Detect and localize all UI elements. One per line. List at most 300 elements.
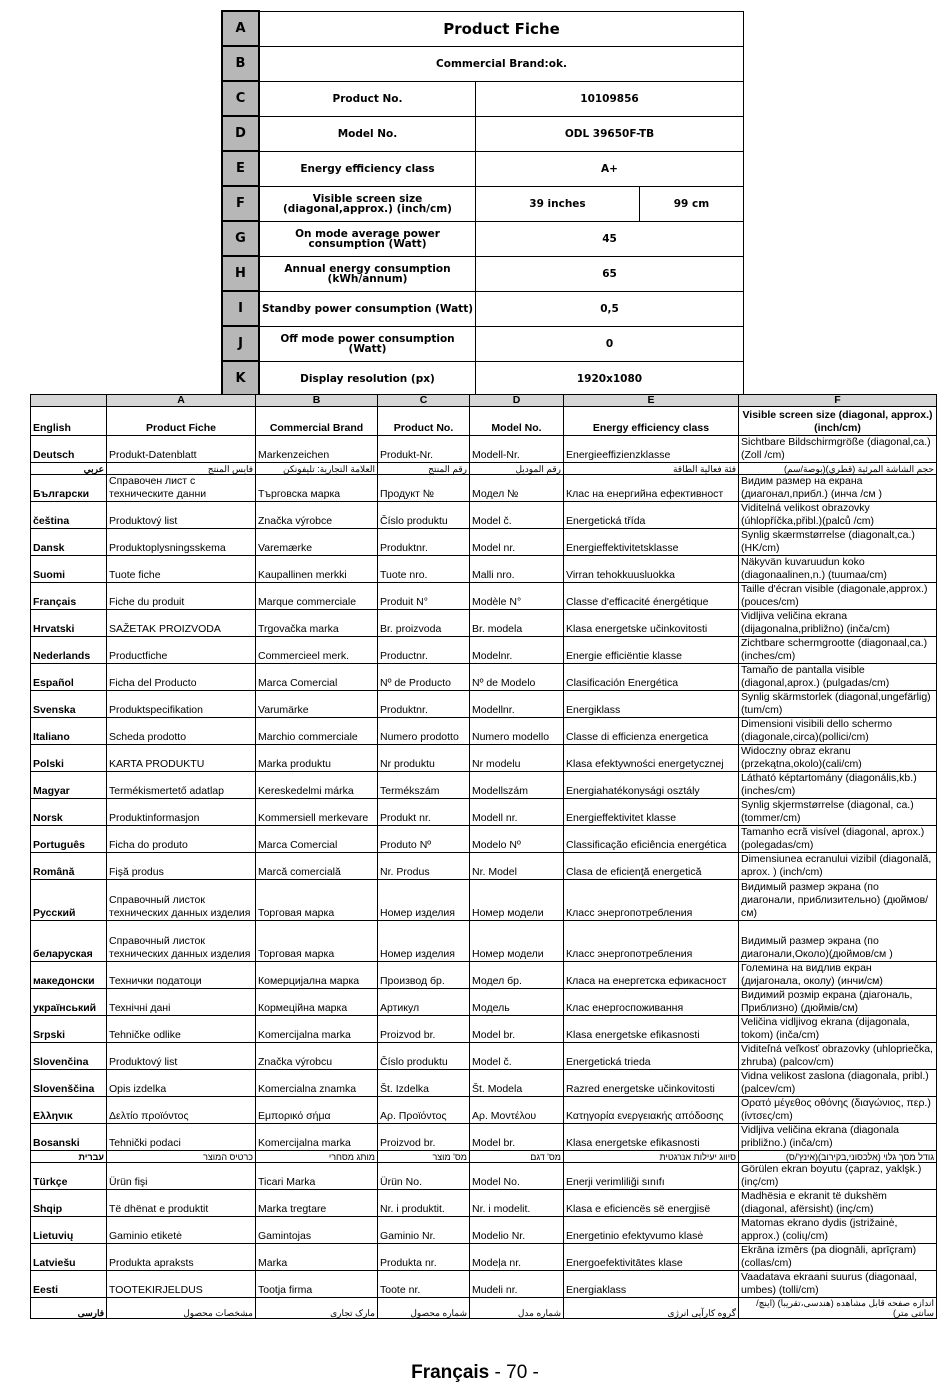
fiche-row bbox=[222, 151, 744, 186]
translation-cell: Ticari Marka bbox=[256, 1163, 378, 1190]
translation-cell: Energetická trieda bbox=[564, 1043, 739, 1070]
fiche-row bbox=[222, 11, 744, 46]
translation-cell: Model No. bbox=[470, 1163, 564, 1190]
translation-cell: Vidna velikost zaslona (diagonala, pribl.) (palcev/cm) bbox=[739, 1070, 937, 1097]
row-letter: A bbox=[222, 11, 259, 46]
translation-cell: Gamintojas bbox=[256, 1217, 378, 1244]
translation-cell: Görülen ekran boyutu (çapraz, yaklşk.) (inç/cm) bbox=[739, 1163, 937, 1190]
translation-cell: Видим размер на екрана (диагонал,прибл.) (инча /см ) bbox=[739, 475, 937, 502]
translation-cell: Справочный листок технических данных изделия bbox=[107, 921, 256, 962]
translation-cell: Продукт № bbox=[378, 475, 470, 502]
translation-cell: Klasa efektywności energetycznej bbox=[564, 745, 739, 772]
row-letter: B bbox=[222, 46, 259, 81]
translation-cell: Produktoplysningsskema bbox=[107, 529, 256, 556]
translation-cell: اندازه صفحه قابل مشاهده (هندسی،تقریبا) (اینچ/ سانتی متر) bbox=[739, 1298, 937, 1319]
translation-cell: Marchio commerciale bbox=[256, 718, 378, 745]
translation-cell: Технічні дані bbox=[107, 989, 256, 1016]
translation-cell: Εμπορικό σήμα bbox=[256, 1097, 378, 1124]
translation-cell: Клас на енергийна ефективност bbox=[564, 475, 739, 502]
fiche-row bbox=[222, 186, 744, 221]
translation-cell: Αρ. Μοντέλου bbox=[470, 1097, 564, 1124]
translation-cell: Productfiche bbox=[107, 637, 256, 664]
translation-cell: Marka tregtare bbox=[256, 1190, 378, 1217]
language-name: Lietuvių bbox=[31, 1217, 107, 1244]
column-letters-row bbox=[31, 395, 937, 407]
translation-cell: Класс энергопотребления bbox=[564, 880, 739, 921]
language-name: فارسی bbox=[31, 1298, 107, 1319]
language-name: Türkçe bbox=[31, 1163, 107, 1190]
fiche-title: Product Fiche bbox=[259, 11, 744, 46]
translation-cell: Model br. bbox=[470, 1016, 564, 1043]
language-row bbox=[31, 1070, 937, 1097]
row-letter: C bbox=[222, 81, 259, 116]
translation-cell: Klasa e eficiencës së energjisë bbox=[564, 1190, 739, 1217]
translation-cell: Madhësia e ekranit të dukshëm (diagonal, afërsisht) (inç/cm) bbox=[739, 1190, 937, 1217]
translation-cell: شماره محصول bbox=[378, 1298, 470, 1319]
translation-cell: Produkt-Nr. bbox=[378, 436, 470, 463]
translation-cell: Br. proizvoda bbox=[378, 610, 470, 637]
language-name: Svenska bbox=[31, 691, 107, 718]
translation-cell: Modelio Nr. bbox=[470, 1217, 564, 1244]
translation-cell: Модел № bbox=[470, 475, 564, 502]
translation-cell: Nº de Producto bbox=[378, 664, 470, 691]
translation-cell: Vidljiva veličina ekrana (diagonala približno.) (inča/cm) bbox=[739, 1124, 937, 1151]
translation-cell: Numero modello bbox=[470, 718, 564, 745]
language-row bbox=[31, 826, 937, 853]
language-row bbox=[31, 1124, 937, 1151]
language-name: Norsk bbox=[31, 799, 107, 826]
translation-cell: Modell nr. bbox=[470, 799, 564, 826]
fiche-value: ODL 39650F-TB bbox=[476, 116, 744, 151]
translation-cell: Modèle N° bbox=[470, 583, 564, 610]
language-name: Shqip bbox=[31, 1190, 107, 1217]
translation-cell: Energetinio efektyvumo klasė bbox=[564, 1217, 739, 1244]
translation-cell: فئة فعالية الطاقة bbox=[564, 463, 739, 475]
translation-cell: Големина на видлив екран (дијагонала, околу) (инчи/см) bbox=[739, 962, 937, 989]
translation-cell: Razred energetske učinkovitosti bbox=[564, 1070, 739, 1097]
translation-cell: Mudeli nr. bbox=[470, 1271, 564, 1298]
translation-cell: Ekrāna izmērs (pa diognāli, aprīçram) (collas/cm) bbox=[739, 1244, 937, 1271]
language-name: Eesti bbox=[31, 1271, 107, 1298]
translation-cell: Vaadatava ekraani suurus (diagonaal, umbes) (tolli/cm) bbox=[739, 1271, 937, 1298]
translation-cell: Modellszám bbox=[470, 772, 564, 799]
translation-cell: Класа на енергетска ефикасност bbox=[564, 962, 739, 989]
translation-cell: KARTA PRODUKTU bbox=[107, 745, 256, 772]
translation-cell: Marka bbox=[256, 1244, 378, 1271]
language-name: Русский bbox=[31, 880, 107, 921]
language-name: Srpski bbox=[31, 1016, 107, 1043]
row-letter: J bbox=[222, 326, 259, 361]
language-row bbox=[31, 610, 937, 637]
language-name: čeština bbox=[31, 502, 107, 529]
translation-cell: Viditelná velikost obrazovky (úhlopříčka,přibl.)(palců /cm) bbox=[739, 502, 937, 529]
row-letter: F bbox=[222, 186, 259, 221]
language-name: Français bbox=[31, 583, 107, 610]
translation-cell: Nr. Model bbox=[470, 853, 564, 880]
footer-title: Français bbox=[411, 1362, 490, 1383]
fiche-value: 0 bbox=[476, 326, 744, 361]
fiche-label: Visible screen size (diagonal,approx.) (inch/cm) bbox=[259, 186, 476, 221]
translation-cell: Classificação eficiência energética bbox=[564, 826, 739, 853]
fiche-label: On mode average power consumption (Watt) bbox=[259, 221, 476, 256]
translation-cell: Varumärke bbox=[256, 691, 378, 718]
header-row bbox=[31, 407, 937, 436]
translation-cell: Tuote fiche bbox=[107, 556, 256, 583]
translation-cell: Enerji verimliliği sınıfı bbox=[564, 1163, 739, 1190]
translation-cell: Nº de Modelo bbox=[470, 664, 564, 691]
translation-cell: Produktnr. bbox=[378, 529, 470, 556]
translation-cell: Ürün No. bbox=[378, 1163, 470, 1190]
fiche-label: Product No. bbox=[259, 81, 476, 116]
translation-cell: Produktový list bbox=[107, 502, 256, 529]
translation-cell: Synlig skjermstørrelse (diagonal, ca.) (tommer/cm) bbox=[739, 799, 937, 826]
translation-cell: Marcă comercială bbox=[256, 853, 378, 880]
commercial-brand: Commercial Brand:ok. bbox=[259, 46, 744, 81]
translation-cell: Модель bbox=[470, 989, 564, 1016]
translation-cell: Fişă produs bbox=[107, 853, 256, 880]
translation-cell: Energie efficiëntie klasse bbox=[564, 637, 739, 664]
translation-cell: Modellnr. bbox=[470, 691, 564, 718]
fiche-value: 1920x1080 bbox=[476, 361, 744, 396]
translation-cell: Matomas ekrano dydis (įstrižainė, approx.) (colių/cm) bbox=[739, 1217, 937, 1244]
row-letter: I bbox=[222, 291, 259, 326]
translation-cell: Br. modela bbox=[470, 610, 564, 637]
column-letter: D bbox=[470, 395, 564, 407]
translation-cell: Komercijalna marka bbox=[256, 1016, 378, 1043]
fiche-row bbox=[222, 46, 744, 81]
translation-cell: Virran tehokkuusluokka bbox=[564, 556, 739, 583]
fiche-label: Off mode power consumption (Watt) bbox=[259, 326, 476, 361]
translation-cell: حجم الشاشة المرئية (قطري)(بوصة/سم) bbox=[739, 463, 937, 475]
translation-cell: Commercieel merk. bbox=[256, 637, 378, 664]
translation-cell: Nr modelu bbox=[470, 745, 564, 772]
language-name: Slovenčina bbox=[31, 1043, 107, 1070]
column-letter: C bbox=[378, 395, 470, 407]
translation-cell: Комерцијална марка bbox=[256, 962, 378, 989]
fiche-value: 0,5 bbox=[476, 291, 744, 326]
language-name: український bbox=[31, 989, 107, 1016]
translation-cell: גודל מסך גלוי (אלכסוני,בקירוב)(אינץ'/ס) bbox=[739, 1151, 937, 1163]
translation-cell: Model br. bbox=[470, 1124, 564, 1151]
translation-cell: Taille d'écran visible (diagonale,approx.) (pouces/cm) bbox=[739, 583, 937, 610]
translation-cell: Energiaklass bbox=[564, 1271, 739, 1298]
language-row bbox=[31, 1271, 937, 1298]
translation-cell: Toote nr. bbox=[378, 1271, 470, 1298]
translation-cell: Αρ. Προϊόντος bbox=[378, 1097, 470, 1124]
translation-cell: Produktspecifikation bbox=[107, 691, 256, 718]
translation-cell: Widoczny obraz ekranu (przekątna,okolo)(cali/cm) bbox=[739, 745, 937, 772]
translation-cell: Vidljiva veličina ekrana (dijagonalna,približno) (inča/cm) bbox=[739, 610, 937, 637]
translation-cell: Opis izdelka bbox=[107, 1070, 256, 1097]
translation-cell: Δελτίο προϊόντος bbox=[107, 1097, 256, 1124]
language-name: Română bbox=[31, 853, 107, 880]
translation-cell: Modeļa nr. bbox=[470, 1244, 564, 1271]
translation-cell: Produkta nr. bbox=[378, 1244, 470, 1271]
translation-cell: מס' מוצר bbox=[378, 1151, 470, 1163]
language-row bbox=[31, 475, 937, 502]
translation-cell: Marka produktu bbox=[256, 745, 378, 772]
language-name: Suomi bbox=[31, 556, 107, 583]
fiche-row bbox=[222, 256, 744, 291]
language-name: Italiano bbox=[31, 718, 107, 745]
language-name: Bosanski bbox=[31, 1124, 107, 1151]
language-row bbox=[31, 989, 937, 1016]
translation-cell: Značka výrobcu bbox=[256, 1043, 378, 1070]
translation-cell: Termékszám bbox=[378, 772, 470, 799]
fiche-row bbox=[222, 361, 744, 396]
translation-cell: סיווג יעילות אנרגטית bbox=[564, 1151, 739, 1163]
translation-cell: SAŽETAK PROIZVODA bbox=[107, 610, 256, 637]
translation-cell: Št. Izdelka bbox=[378, 1070, 470, 1097]
translation-cell: מס' דגם bbox=[470, 1151, 564, 1163]
language-row bbox=[31, 772, 937, 799]
language-name: Slovenščina bbox=[31, 1070, 107, 1097]
translation-cell: Ficha del Producto bbox=[107, 664, 256, 691]
fiche-value: 10109856 bbox=[476, 81, 744, 116]
language-name: Español bbox=[31, 664, 107, 691]
translation-cell: Produto Nº bbox=[378, 826, 470, 853]
translation-cell: Ορατό μέγεθος οθόνης (διαγώνιος, περ.) (ίντσες/cm) bbox=[739, 1097, 937, 1124]
translation-cell: Номер изделия bbox=[378, 880, 470, 921]
translation-cell: Markenzeichen bbox=[256, 436, 378, 463]
language-name: беларуская bbox=[31, 921, 107, 962]
translation-cell: Номер модели bbox=[470, 921, 564, 962]
translation-cell: Торговая марка bbox=[256, 880, 378, 921]
translation-cell: Търговска марка bbox=[256, 475, 378, 502]
product-fiche-table bbox=[221, 10, 744, 397]
translation-cell: Zichtbare schermgrootte (diagonaal,ca.) (inches/cm) bbox=[739, 637, 937, 664]
language-row bbox=[31, 1244, 937, 1271]
translation-cell: Energiklass bbox=[564, 691, 739, 718]
row-letter: E bbox=[222, 151, 259, 186]
translation-cell: Modelo Nº bbox=[470, 826, 564, 853]
translation-cell: Артикул bbox=[378, 989, 470, 1016]
language-row bbox=[31, 502, 937, 529]
translation-cell: Energetická třída bbox=[564, 502, 739, 529]
row-letter: D bbox=[222, 116, 259, 151]
language-name: Български bbox=[31, 475, 107, 502]
translation-cell: Sichtbare Bildschirmgröße (diagonal,ca.) (Zoll /cm) bbox=[739, 436, 937, 463]
translation-cell: Кормеційна марка bbox=[256, 989, 378, 1016]
translation-cell: Numero prodotto bbox=[378, 718, 470, 745]
translation-cell: Nr. Produs bbox=[378, 853, 470, 880]
translation-cell: Dimensiunea ecranului vizibil (diagonală, aprox. ) (inch/cm) bbox=[739, 853, 937, 880]
column-letter: E bbox=[564, 395, 739, 407]
translation-cell: Tootja firma bbox=[256, 1271, 378, 1298]
fiche-row bbox=[222, 116, 744, 151]
language-row bbox=[31, 1190, 937, 1217]
translation-cell: Marque commerciale bbox=[256, 583, 378, 610]
translation-cell: Číslo produktu bbox=[378, 1043, 470, 1070]
translation-cell: Značka výrobce bbox=[256, 502, 378, 529]
language-name: Ελληνικ bbox=[31, 1097, 107, 1124]
language-row bbox=[31, 463, 937, 475]
fiche-label: Display resolution (px) bbox=[259, 361, 476, 396]
language-row bbox=[31, 436, 937, 463]
column-letter: A bbox=[107, 395, 256, 407]
translation-cell: Modelnr. bbox=[470, 637, 564, 664]
translation-cell: Produktový list bbox=[107, 1043, 256, 1070]
translation-cell: Ürün fişi bbox=[107, 1163, 256, 1190]
language-name: Dansk bbox=[31, 529, 107, 556]
translation-cell: Klasa energetske učinkovitosti bbox=[564, 610, 739, 637]
translation-cell: Veličina vidljivog ekrana (dijagonala, tokom) (inča/cm) bbox=[739, 1016, 937, 1043]
translation-cell: Št. Modela bbox=[470, 1070, 564, 1097]
translation-cell: Clasificación Energética bbox=[564, 664, 739, 691]
translation-cell: Kereskedelmi márka bbox=[256, 772, 378, 799]
translation-cell: Energieeffizienzklasse bbox=[564, 436, 739, 463]
fiche-value-cm: 99 cm bbox=[639, 186, 743, 221]
translation-cell: Dimensioni visibili dello schermo (diagonale,circa)(pollici/cm) bbox=[739, 718, 937, 745]
translation-cell: Tehnički podaci bbox=[107, 1124, 256, 1151]
translation-cell: Nr. i produktit. bbox=[378, 1190, 470, 1217]
translation-cell: Modell-Nr. bbox=[470, 436, 564, 463]
translation-cell: Справочный листок технических данных изделия bbox=[107, 880, 256, 921]
language-row bbox=[31, 962, 937, 989]
translation-cell: Fiche du produit bbox=[107, 583, 256, 610]
translation-cell: Energoefektivitātes klase bbox=[564, 1244, 739, 1271]
translation-cell: Model č. bbox=[470, 502, 564, 529]
translation-cell: Видимый размер экрана (по диагонали, приблизительно) (дюймов/см) bbox=[739, 880, 937, 921]
column-header: Model No. bbox=[470, 407, 564, 436]
column-letter bbox=[31, 395, 107, 407]
translation-cell: گروه کارآیی انرژی bbox=[564, 1298, 739, 1319]
column-letter: B bbox=[256, 395, 378, 407]
language-name: עברית bbox=[31, 1151, 107, 1163]
language-row bbox=[31, 556, 937, 583]
column-header: Commercial Brand bbox=[256, 407, 378, 436]
language-row bbox=[31, 1298, 937, 1319]
translation-cell: Číslo produktu bbox=[378, 502, 470, 529]
translation-cell: Synlig skärmstorlek (diagonal,ungefärlig) (tum/cm) bbox=[739, 691, 937, 718]
translation-cell: شماره مدل bbox=[470, 1298, 564, 1319]
fiche-row bbox=[222, 291, 744, 326]
translation-cell: رقم المنتج bbox=[378, 463, 470, 475]
translation-cell: Produkt-Datenblatt bbox=[107, 436, 256, 463]
language-row bbox=[31, 799, 937, 826]
language-table bbox=[30, 394, 937, 1319]
translation-cell: Energiahatékonysági osztály bbox=[564, 772, 739, 799]
translation-cell: Ficha do produto bbox=[107, 826, 256, 853]
language-name: Magyar bbox=[31, 772, 107, 799]
page-number: - 70 - bbox=[494, 1362, 539, 1383]
translation-cell: Модел бр. bbox=[470, 962, 564, 989]
translation-cell: Classe di efficienza energetica bbox=[564, 718, 739, 745]
fiche-row bbox=[222, 326, 744, 361]
fiche-value: 65 bbox=[476, 256, 744, 291]
language-row bbox=[31, 1217, 937, 1244]
translation-cell: Klasa energetske efikasnosti bbox=[564, 1016, 739, 1043]
translation-cell: Видимый размер экрана (по диагонали,Около)(дюймов/см ) bbox=[739, 921, 937, 962]
translation-cell: Tamanho ecrã visível (diagonal, aprox.) (polegadas/cm) bbox=[739, 826, 937, 853]
translation-cell: Marca Comercial bbox=[256, 664, 378, 691]
language-row bbox=[31, 529, 937, 556]
language-row bbox=[31, 880, 937, 921]
language-row bbox=[31, 691, 937, 718]
language-name: Deutsch bbox=[31, 436, 107, 463]
translation-cell: Tehničke odlike bbox=[107, 1016, 256, 1043]
language-row bbox=[31, 853, 937, 880]
translation-cell: מותג מסחרי bbox=[256, 1151, 378, 1163]
translation-cell: Класс энергопотребления bbox=[564, 921, 739, 962]
fiche-row bbox=[222, 221, 744, 256]
column-header: Product No. bbox=[378, 407, 470, 436]
fiche-label: Standby power consumption (Watt) bbox=[259, 291, 476, 326]
translation-cell: Справочен лист с техническите данни bbox=[107, 475, 256, 502]
translation-cell: Produktinformasjon bbox=[107, 799, 256, 826]
translation-cell: Synlig skærmstørrelse (diagonalt,ca.) (HK/cm) bbox=[739, 529, 937, 556]
translation-cell: Látható képtartomány (diagonális,kb.) (inches/cm) bbox=[739, 772, 937, 799]
translation-cell: Nr. i modelit. bbox=[470, 1190, 564, 1217]
translation-cell: Näkyvän kuvaruudun koko (diagonaalinen,n.) (tuumaa/cm) bbox=[739, 556, 937, 583]
fiche-value: 39 inches bbox=[476, 186, 640, 221]
translation-cell: כרטיס המוצר bbox=[107, 1151, 256, 1163]
translation-cell: Номер изделия bbox=[378, 921, 470, 962]
translation-cell: Scheda prodotto bbox=[107, 718, 256, 745]
fiche-value: 45 bbox=[476, 221, 744, 256]
fiche-label: Energy efficiency class bbox=[259, 151, 476, 186]
fiche-row bbox=[222, 81, 744, 116]
translation-cell: Energieffektivitetsklasse bbox=[564, 529, 739, 556]
fiche-label: Model No. bbox=[259, 116, 476, 151]
translation-cell: Productnr. bbox=[378, 637, 470, 664]
language-row bbox=[31, 1016, 937, 1043]
translation-cell: Clasa de eficienţă energetică bbox=[564, 853, 739, 880]
translation-cell: Proizvod br. bbox=[378, 1016, 470, 1043]
translation-cell: Malli nro. bbox=[470, 556, 564, 583]
language-row bbox=[31, 664, 937, 691]
page-footer bbox=[0, 1362, 950, 1384]
language-row bbox=[31, 718, 937, 745]
translation-cell: Proizvod br. bbox=[378, 1124, 470, 1151]
translation-cell: Видимий розмір екрана (діагональ, Приблизно) (дюймів/см) bbox=[739, 989, 937, 1016]
fiche-label: Annual energy consumption (kWh/annum) bbox=[259, 256, 476, 291]
translation-cell: Торговая марка bbox=[256, 921, 378, 962]
language-name: Hrvatski bbox=[31, 610, 107, 637]
translation-cell: TOOTEKIRJELDUS bbox=[107, 1271, 256, 1298]
translation-cell: Trgovačka marka bbox=[256, 610, 378, 637]
translation-cell: Tuote nro. bbox=[378, 556, 470, 583]
translation-cell: Κατηγορία ενεργειακής απόδοσης bbox=[564, 1097, 739, 1124]
translation-cell: Termékismertető adatlap bbox=[107, 772, 256, 799]
translation-cell: Energieffektivitet klasse bbox=[564, 799, 739, 826]
translation-cell: Komercialna znamka bbox=[256, 1070, 378, 1097]
translation-cell: Gaminio Nr. bbox=[378, 1217, 470, 1244]
language-row bbox=[31, 1151, 937, 1163]
translation-cell: Клас енергоспоживання bbox=[564, 989, 739, 1016]
translation-cell: Varemærke bbox=[256, 529, 378, 556]
translation-cell: Viditeľná veľkosť obrazovky (uhlopriečka, zhruba) (palcov/cm) bbox=[739, 1043, 937, 1070]
translation-cell: Kommersiell merkevare bbox=[256, 799, 378, 826]
language-name: Latviešu bbox=[31, 1244, 107, 1271]
language-row bbox=[31, 921, 937, 962]
row-letter: K bbox=[222, 361, 259, 396]
row-letter: H bbox=[222, 256, 259, 291]
fiche-value: A+ bbox=[476, 151, 744, 186]
language-row bbox=[31, 583, 937, 610]
language-name: English bbox=[31, 407, 107, 436]
language-name: македонски bbox=[31, 962, 107, 989]
translation-cell: فايس المنتج bbox=[107, 463, 256, 475]
translation-cell: Производ бр. bbox=[378, 962, 470, 989]
language-row bbox=[31, 1043, 937, 1070]
column-header: Product Fiche bbox=[107, 407, 256, 436]
translation-cell: Komercijalna marka bbox=[256, 1124, 378, 1151]
translation-cell: Të dhënat e produktit bbox=[107, 1190, 256, 1217]
translation-cell: Nr produktu bbox=[378, 745, 470, 772]
translation-cell: Model č. bbox=[470, 1043, 564, 1070]
translation-cell: مارک تجاری bbox=[256, 1298, 378, 1319]
